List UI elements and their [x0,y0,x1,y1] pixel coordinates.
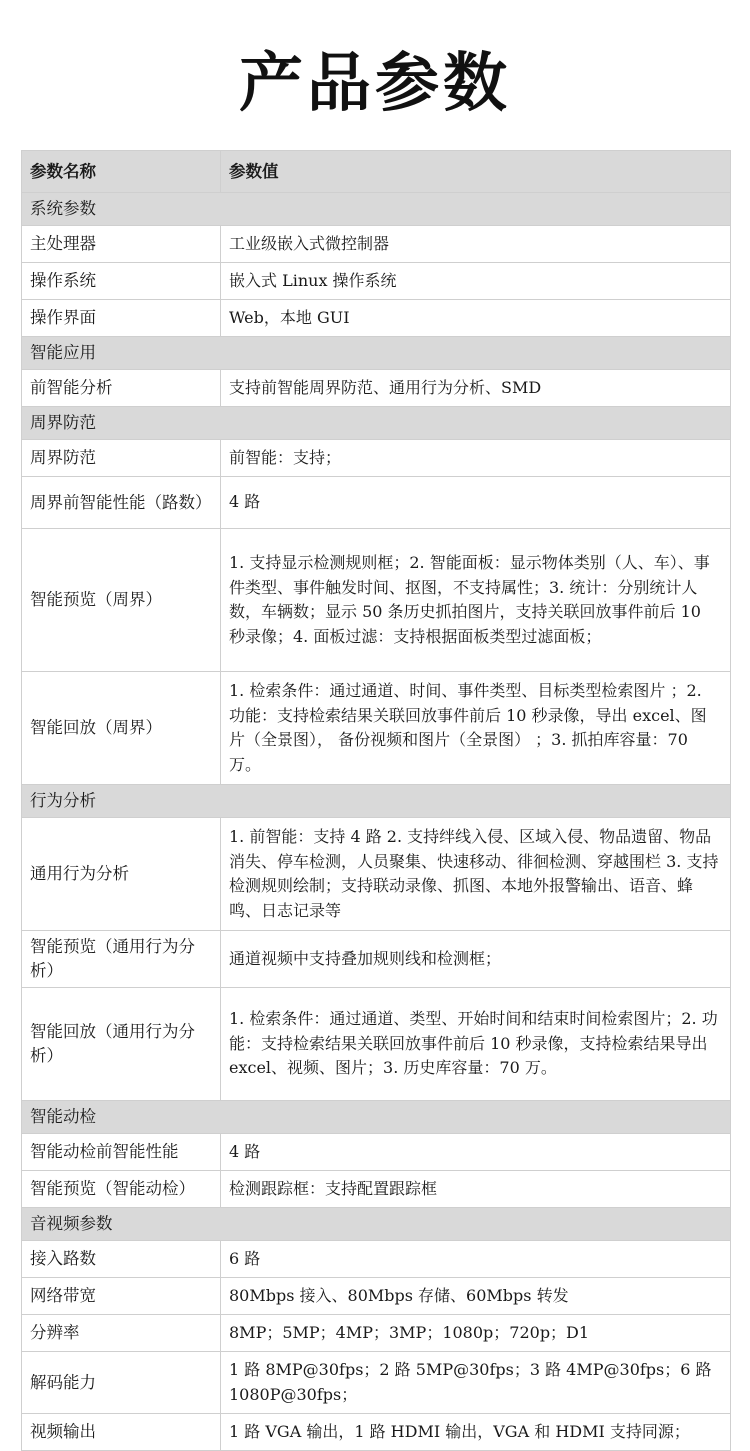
section-row [22,193,731,226]
table-row [22,931,731,988]
table-row [22,672,731,785]
param-name-cell: 主处理器 [22,226,221,263]
table-row [22,1171,731,1208]
header-value-cell: 参数值 [221,151,731,193]
param-value-cell: 通道视频中支持叠加规则线和检测框； [221,931,731,988]
param-name-cell: 智能预览（通用行为分析） [22,931,221,988]
header-name-cell: 参数名称 [22,151,221,193]
param-name-cell: 视频输出 [22,1414,221,1451]
table-row [22,1278,731,1315]
param-value-cell: 6 路 [221,1241,731,1278]
param-value-cell: 前智能：支持； [221,440,731,477]
table-row [22,477,731,529]
param-name-cell: 前智能分析 [22,370,221,407]
param-value-cell: 检测跟踪框：支持配置跟踪框 [221,1171,731,1208]
section-row [22,407,731,440]
table-header-row [22,151,731,193]
table-row [22,263,731,300]
param-name-cell: 智能回放（周界） [22,672,221,785]
table-row [22,1352,731,1414]
param-value-cell: 4 路 [221,477,731,529]
table-row [22,226,731,263]
page-title: 产品参数 [239,47,511,121]
parameter-table-body [22,151,731,1451]
table-row [22,440,731,477]
param-name-cell: 通用行为分析 [22,818,221,931]
table-row [22,988,731,1101]
param-name-cell: 智能回放（通用行为分析） [22,988,221,1101]
param-name-cell: 智能动检前智能性能 [22,1134,221,1171]
param-value-cell: 1. 前智能：支持 4 路 2. 支持绊线入侵、区域入侵、物品遗留、物品消失、停车检测，人员聚集、快速移动、徘徊检测、穿越围栏 3. 支持检测规则绘制；支持联动录像、抓图、本地外报警输出、语音、蜂鸣、日志记录等 [221,818,731,931]
param-value-cell: 嵌入式 Linux 操作系统 [221,263,731,300]
table-row [22,1414,731,1451]
param-name-cell: 智能预览（周界） [22,529,221,672]
param-name-cell: 智能预览（智能动检） [22,1171,221,1208]
param-name-cell: 接入路数 [22,1241,221,1278]
param-value-cell: 1. 支持显示检测规则框；2. 智能面板：显示物体类别（人、车）、事件类型、事件触发时间、抠图，不支持属性；3. 统计：分别统计人数，车辆数；显示 50 条历史抓拍图片，支持关联回放事件前后 10 秒录像；4. 面板过滤：支持根据面板类型过滤面板； [221,529,731,672]
param-value-cell: 1. 检索条件：通过通道、时间、事件类型、目标类型检索图片 ；2. 功能：支持检索结果关联回放事件前后 10 秒录像，导出 excel、图片（全景图）， 备份视频和图片（全景图） ；3. 抓拍库容量：70 万。 [221,672,731,785]
section-row [22,337,731,370]
param-value-cell: 1 路 VGA 输出，1 路 HDMI 输出，VGA 和 HDMI 支持同源； [221,1414,731,1451]
param-value-cell: 4 路 [221,1134,731,1171]
param-name-cell: 解码能力 [22,1352,221,1414]
table-row [22,529,731,672]
section-row [22,1101,731,1134]
param-name-cell: 操作界面 [22,300,221,337]
table-row [22,1241,731,1278]
param-name-cell: 网络带宽 [22,1278,221,1315]
table-row [22,1315,731,1352]
param-value-cell: 80Mbps 接入、80Mbps 存储、60Mbps 转发 [221,1278,731,1315]
section-label: 智能动检 [22,1101,731,1134]
param-value-cell: Web，本地 GUI [221,300,731,337]
table-row [22,818,731,931]
section-label: 行为分析 [22,785,731,818]
parameter-table [21,150,731,1451]
section-row [22,1208,731,1241]
section-label: 智能应用 [22,337,731,370]
param-name-cell: 操作系统 [22,263,221,300]
section-label: 音视频参数 [22,1208,731,1241]
param-value-cell: 支持前智能周界防范、通用行为分析、SMD [221,370,731,407]
param-name-cell: 分辨率 [22,1315,221,1352]
param-value-cell: 工业级嵌入式微控制器 [221,226,731,263]
section-label: 周界防范 [22,407,731,440]
table-row [22,370,731,407]
section-label: 系统参数 [22,193,731,226]
param-name-cell: 周界前智能性能（路数） [22,477,221,529]
table-row [22,300,731,337]
param-name-cell: 周界防范 [22,440,221,477]
param-value-cell: 8MP；5MP；4MP；3MP；1080p；720p；D1 [221,1315,731,1352]
table-row [22,1134,731,1171]
param-value-cell: 1. 检索条件：通过通道、类型、开始时间和结束时间检索图片；2. 功能：支持检索结果关联回放事件前后 10 秒录像，支持检索结果导出 excel、视频、图片；3. 历史库容量：70 万。 [221,988,731,1101]
param-value-cell: 1 路 8MP@30fps；2 路 5MP@30fps；3 路 4MP@30fps；6 路 1080P@30fps； [221,1352,731,1414]
section-row [22,785,731,818]
